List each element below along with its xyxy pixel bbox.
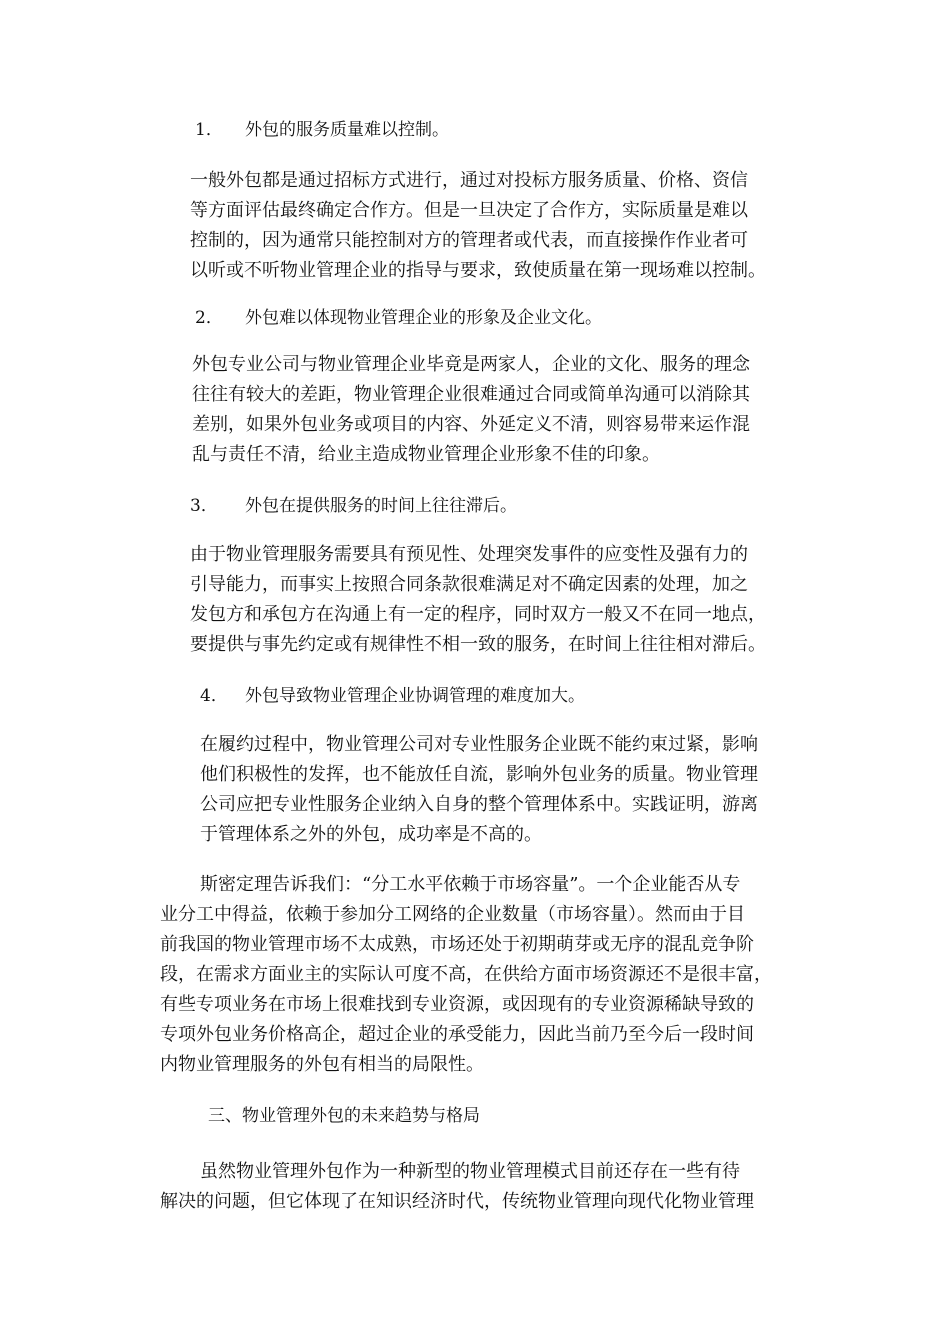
paragraph-3-line: 要提供与事先约定或有规律性不相一致的服务，在时间上往往相对滞后。	[190, 634, 766, 655]
final-paragraph-line: 虽然物业管理外包作为一种新型的物业管理模式目前还存在一些有待	[200, 1161, 740, 1182]
heading-3-number: 3．	[190, 496, 218, 516]
paragraph-4	[200, 730, 790, 850]
paragraph-2-line: 乱与责任不清，给业主造成物业管理企业形象不佳的印象。	[192, 444, 660, 465]
smith-paragraph-line: 斯密定理告诉我们：“分工水平依赖于市场容量”。一个企业能否从专	[200, 874, 741, 895]
paragraph-2-line: 往往有较大的差距，物业管理企业很难通过合同或简单沟通可以消除其	[192, 384, 750, 405]
paragraph-4-line: 于管理体系之外的外包，成功率是不高的。	[200, 824, 542, 845]
smith-paragraph-line: 业分工中得益，依赖于参加分工网络的企业数量（市场容量）。然而由于目	[160, 904, 745, 925]
heading-2	[195, 307, 602, 329]
paragraph-4-line: 公司应把专业性服务企业纳入自身的整个管理体系中。实践证明，游离	[200, 794, 758, 815]
smith-paragraph-line: 内物业管理服务的外包有相当的局限性。	[160, 1054, 484, 1075]
paragraph-1-line: 控制的，因为通常只能控制对方的管理者或代表，而直接操作作业者可	[190, 230, 748, 251]
heading-4-number: 4．	[200, 686, 228, 706]
smith-paragraph-line: 专项外包业务价格高企，超过企业的承受能力，因此当前乃至今后一段时间	[160, 1024, 754, 1045]
heading-4	[200, 685, 585, 707]
paragraph-1-line: 一般外包都是通过招标方式进行，通过对投标方服务质量、价格、资信	[190, 170, 748, 191]
paragraph-3-line: 引导能力，而事实上按照合同条款很难满足对不确定因素的处理，加之	[190, 574, 748, 595]
paragraph-2-line: 外包专业公司与物业管理企业毕竟是两家人，企业的文化、服务的理念	[192, 354, 750, 375]
paragraph-4-line: 他们积极性的发挥，也不能放任自流，影响外包业务的质量。物业管理	[200, 764, 758, 785]
section-three-title: 三、物业管理外包的未来趋势与格局	[208, 1106, 480, 1126]
paragraph-1	[190, 166, 790, 286]
smith-paragraph-line: 有些专项业务在市场上很难找到专业资源，或因现有的专业资源稀缺导致的	[160, 994, 754, 1015]
smith-paragraph-line: 段，在需求方面业主的实际认可度不高，在供给方面市场资源还不是很丰富，	[160, 964, 772, 985]
paragraph-3-line: 发包方和承包方在沟通上有一定的程序，同时双方一般又不在同一地点，	[190, 604, 766, 625]
heading-3	[190, 495, 517, 517]
paragraph-3-line: 由于物业管理服务需要具有预见性、处理突发事件的应变性及强有力的	[190, 544, 748, 565]
paragraph-1-line: 以听或不听物业管理企业的指导与要求，致使质量在第一现场难以控制。	[190, 260, 766, 281]
paragraph-1-line: 等方面评估最终确定合作方。但是一旦决定了合作方，实际质量是难以	[190, 200, 748, 221]
heading-1-text: 外包的服务质量难以控制。	[245, 120, 449, 140]
smith-paragraph-line: 前我国的物业管理市场不太成熟，市场还处于初期萌芽或无序的混乱竞争阶	[160, 934, 754, 955]
paragraph-2-line: 差别，如果外包业务或项目的内容、外延定义不清，则容易带来运作混	[192, 414, 750, 435]
final-paragraph-line: 解决的问题，但它体现了在知识经济时代，传统物业管理向现代化物业管理	[160, 1191, 754, 1212]
heading-3-text: 外包在提供服务的时间上往往滞后。	[245, 496, 517, 516]
paragraph-4-line: 在履约过程中，物业管理公司对专业性服务企业既不能约束过紧，影响	[200, 734, 758, 755]
heading-1	[195, 119, 449, 141]
heading-2-number: 2．	[195, 308, 223, 328]
paragraph-2	[192, 350, 790, 470]
heading-1-number: 1．	[195, 120, 223, 140]
paragraph-3	[190, 540, 792, 660]
smith-theorem-paragraph	[160, 870, 792, 1080]
final-paragraph	[160, 1157, 792, 1217]
heading-4-text: 外包导致物业管理企业协调管理的难度加大。	[245, 686, 585, 706]
heading-2-text: 外包难以体现物业管理企业的形象及企业文化。	[245, 308, 602, 328]
